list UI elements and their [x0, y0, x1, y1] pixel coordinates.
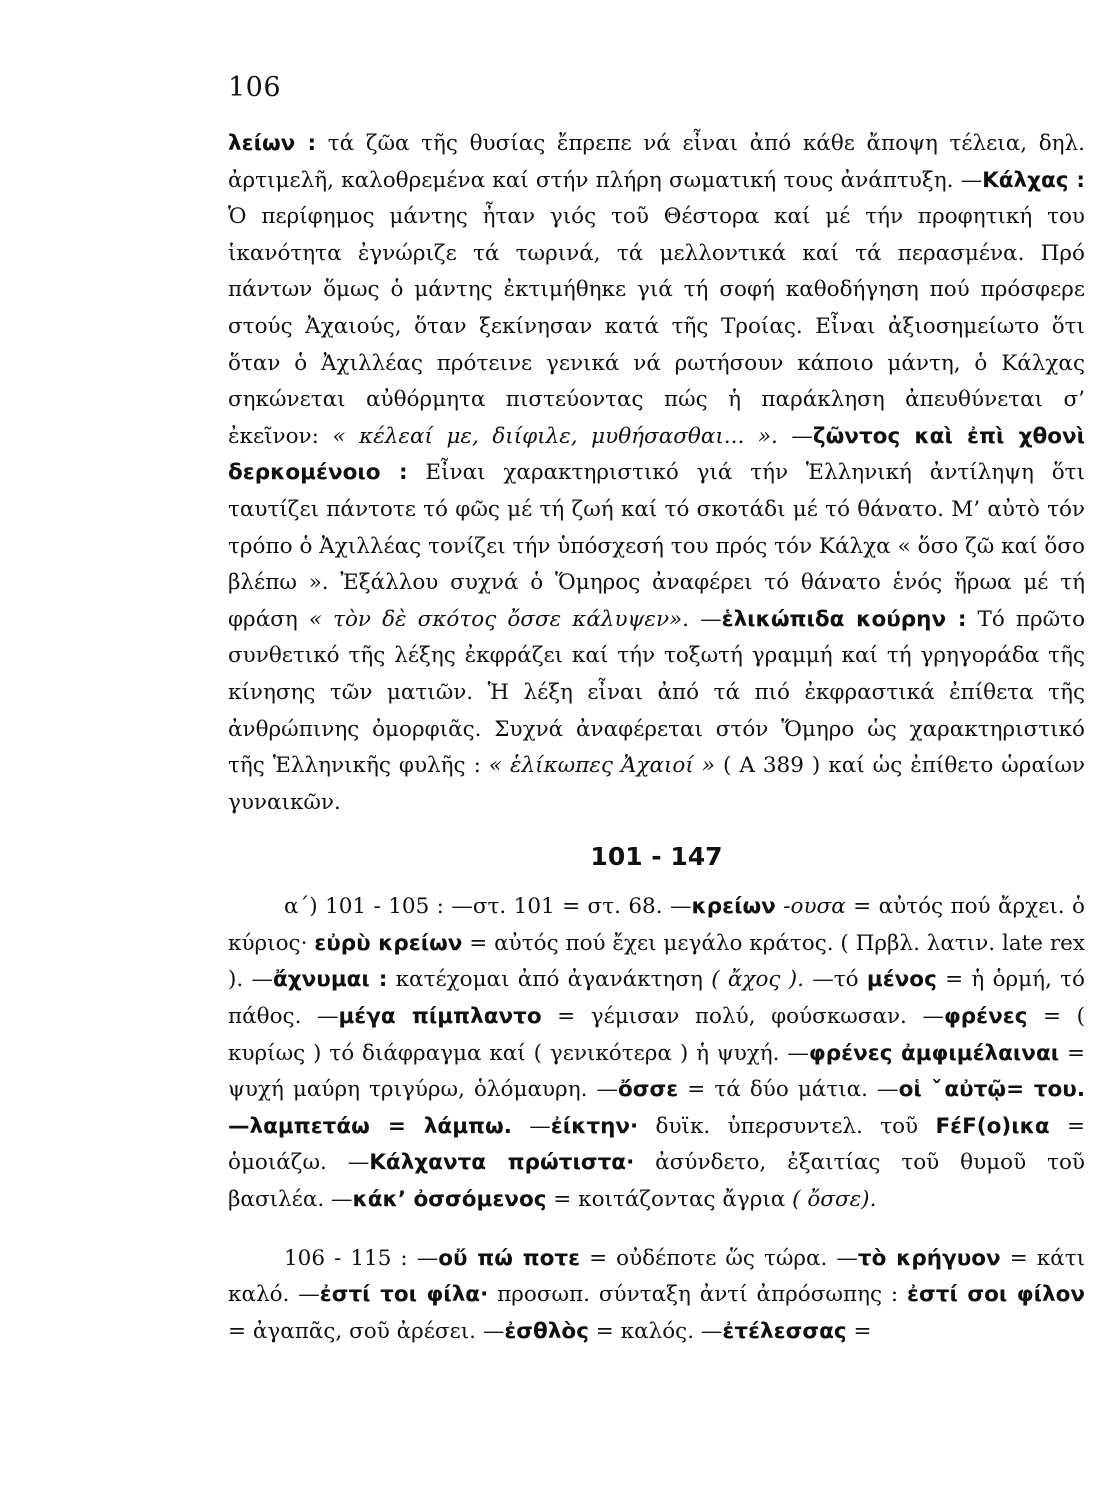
lemma: ἐσθλὸς	[504, 1318, 589, 1344]
lemma: οὔ πώ ποτε	[438, 1245, 581, 1271]
gloss-text: τά ζῶα τῆς θυσίας ἔπρεπε νά εἶναι ἀπό κάθε ἄποψη τέλεια, δηλ. ἀρτιμελῆ, καλοθρεμένα καί στήν πλήρη σωματική τους ἀνάπτυξη. —	[228, 131, 1085, 193]
gloss-text: 106 - 115 : —	[284, 1245, 439, 1271]
gloss-text: —	[689, 606, 722, 632]
gloss-text: ( Α 389 ) καί ὡς ἐπίθετο ὡραίων γυναικῶν.	[228, 753, 1085, 815]
lemma: οἱ ˇαὐτῷ= του. —λαμπετάω = λάμπω.	[228, 1077, 1085, 1139]
gloss-text: Τό πρῶτο συνθετικό τῆς λέξης ἐκφράζει καί τήν τοξωτή γραμμή καί τή γρηγοράδα τῆς κίνησης τῶν ματιῶν. Ἡ λέξη εἶναι ἀπό τά πιό ἐκφραστικά ἐπίθετα τῆς ἀνθρώπινης ὀμορφιᾶς. Συχνά ἀναφέρεται στόν Ὅμηρο ὡς χαρακτηριστικό τῆς Ἑλληνικῆς φυλῆς :	[228, 606, 1086, 779]
lemma: κρείων	[691, 894, 776, 920]
page-number: 106	[228, 72, 282, 103]
lemma: ἐστί σοι φίλον	[907, 1282, 1085, 1308]
lemma: Κάλχαντα πρώτιστα·	[369, 1150, 635, 1176]
gloss-text: = κοιτάζοντας ἄγρια	[546, 1187, 793, 1213]
lemma: ἑλικώπιδα κούρην :	[721, 606, 967, 632]
section-heading: 101 - 147	[590, 842, 723, 872]
gloss-text: —	[511, 1113, 551, 1139]
lemma: φρένες	[943, 1004, 1028, 1030]
paragraph-gap	[228, 1219, 1085, 1241]
gloss-text: = ἡ ὁρμή, τό πάθος. —	[228, 967, 1085, 1030]
gloss-text: —τό	[803, 967, 867, 993]
gloss-text: δυϊκ. ὑπερσυντελ. τοῦ	[638, 1113, 936, 1139]
citation: « κέλεαί με, διίφιλε, μυθήσασθαι... ».	[332, 423, 778, 449]
gloss-text: = τά δύο μάτια. —	[678, 1077, 899, 1103]
citation: -ουσα	[775, 894, 846, 920]
gloss-text: προσωπ. σύνταξη ἀντί ἀπρόσωπης :	[488, 1282, 908, 1308]
lemma: ἐτέλεσσας	[722, 1318, 847, 1344]
gloss-text: = ( κυρίως ) τό διάφραγμα καί ( γενικότερα ) ἡ ψυχή. —	[228, 1004, 1086, 1066]
citation: ( ὄσσε).	[792, 1187, 877, 1213]
gloss-text: Εἶναι χαρακτηριστικό γιά τήν Ἑλληνική ἀντίληψη ὅτι ταυτίζει πάντοτε τό φῶς μέ τή ζωή καί τό σκοτάδι μέ τό θάνατο. Μ’ αὐτὸ τόν τρόπο ὁ Ἀχιλλέας τονίζει τήν ὑπόσχεσή του πρός τόν Κάλχα « ὅσο ζῶ καί ὅσο βλέπω ». Ἐξάλλου συχνά ὁ Ὅμηρος ἀναφέρει τό θάνατο ἑνός ἥρωα μέ τή φράση	[228, 460, 1086, 632]
lemma: εὐρὺ κρείων	[314, 930, 463, 956]
gloss-text: =	[846, 1318, 872, 1344]
lemma: Κάλχας :	[982, 167, 1085, 193]
page-body	[228, 126, 1085, 1350]
lemma: ἐστί τοι φίλα·	[319, 1282, 489, 1308]
gloss-text: = ἀγαπᾶς, σοῦ ἀρέσει. —	[228, 1318, 505, 1344]
lemma: μένος	[866, 967, 937, 993]
lemma: τὸ κρήγυον	[857, 1245, 1001, 1271]
gloss-text: = ψυχή μαύρη τριγύρω, ὁλόμαυρη. —	[228, 1040, 1085, 1103]
lemma: ἐίκτην·	[550, 1113, 639, 1139]
gloss-text: = κάτι καλό. —	[228, 1245, 1086, 1308]
commentary-paragraph-a	[228, 889, 1085, 1218]
lemma: ζῶντος καὶ ἐπὶ χθονὶ δερκομένοιο :	[228, 423, 1086, 486]
gloss-text: = καλός. —	[588, 1318, 723, 1344]
gloss-text: = αὐτός πού ἄρχει. ὁ κύριος·	[228, 894, 1085, 956]
commentary-paragraph-b	[228, 1241, 1085, 1351]
lemma: μέγα πίμπλαντο	[338, 1004, 542, 1030]
gloss-text: = οὐδέποτε ὥς τώρα. —	[580, 1245, 858, 1271]
gloss-text: = αὐτός πού ἔχει μεγάλο κράτος. ( Πρβλ. λατιν. late rex ). —	[228, 930, 1085, 993]
lemma: ὄσσε	[617, 1077, 679, 1103]
gloss-text: Ὁ περίφημος μάντης ἦταν γιός τοῦ Θέστορα καί μέ τήν προφητική του ἱκανότητα ἐγνώριζε τά τωρινά, τά μελλοντικά καί τά περασμένα. Πρό πάντων ὅμως ὁ μάντης ἐκτιμήθηκε γιά τή σοφή καθοδήγηση πού πρόσφερε στούς Ἀχαιούς, ὅταν ξεκίνησαν κατά τῆς Τροίας. Εἶναι ἀξιοσημείωτο ὅτι ὅταν ὁ Ἀχιλλέας πρότεινε γενικά νά ρωτήσουν κάποιο μάντη, ὁ Κάλχας σηκώνεται αὐθόρμητα πιστεύοντας πώς ἡ παράκληση ἀπευθύνεται σ’ ἐκεῖνον:	[228, 204, 1085, 449]
citation: ( ἄχος ).	[711, 967, 804, 993]
gloss-text: ἀσύνδετο, ἐξαιτίας τοῦ θυμοῦ τοῦ βασιλέα. —	[228, 1150, 1085, 1213]
lemma: FέF(ο)ικα	[935, 1113, 1050, 1139]
gloss-text: α΄) 101 - 105 : —στ. 101 = στ. 68. —	[284, 894, 692, 920]
gloss-text: —	[777, 423, 813, 449]
gloss-text: κατέχομαι ἀπό ἀγανάκτηση	[387, 967, 712, 993]
gloss-text: = γέμισαν πολύ, φούσκωσαν. —	[541, 1004, 944, 1030]
lemma: κάκ’ ὀσσόμενος	[352, 1187, 547, 1213]
lemma: ἄχνυμαι :	[273, 967, 388, 993]
commentary-paragraph	[228, 126, 1085, 821]
lemma: φρένες ἀμφιμέλαιναι	[808, 1040, 1060, 1066]
citation: « τὸν δὲ σκότος ὄσσε κάλυψεν».	[308, 606, 690, 632]
lemma: λείων :	[228, 131, 317, 156]
citation: « ἑλίκωπες Ἀχαιοί »	[488, 753, 715, 779]
gloss-text: = ὁμοιάζω. —	[228, 1113, 1085, 1176]
